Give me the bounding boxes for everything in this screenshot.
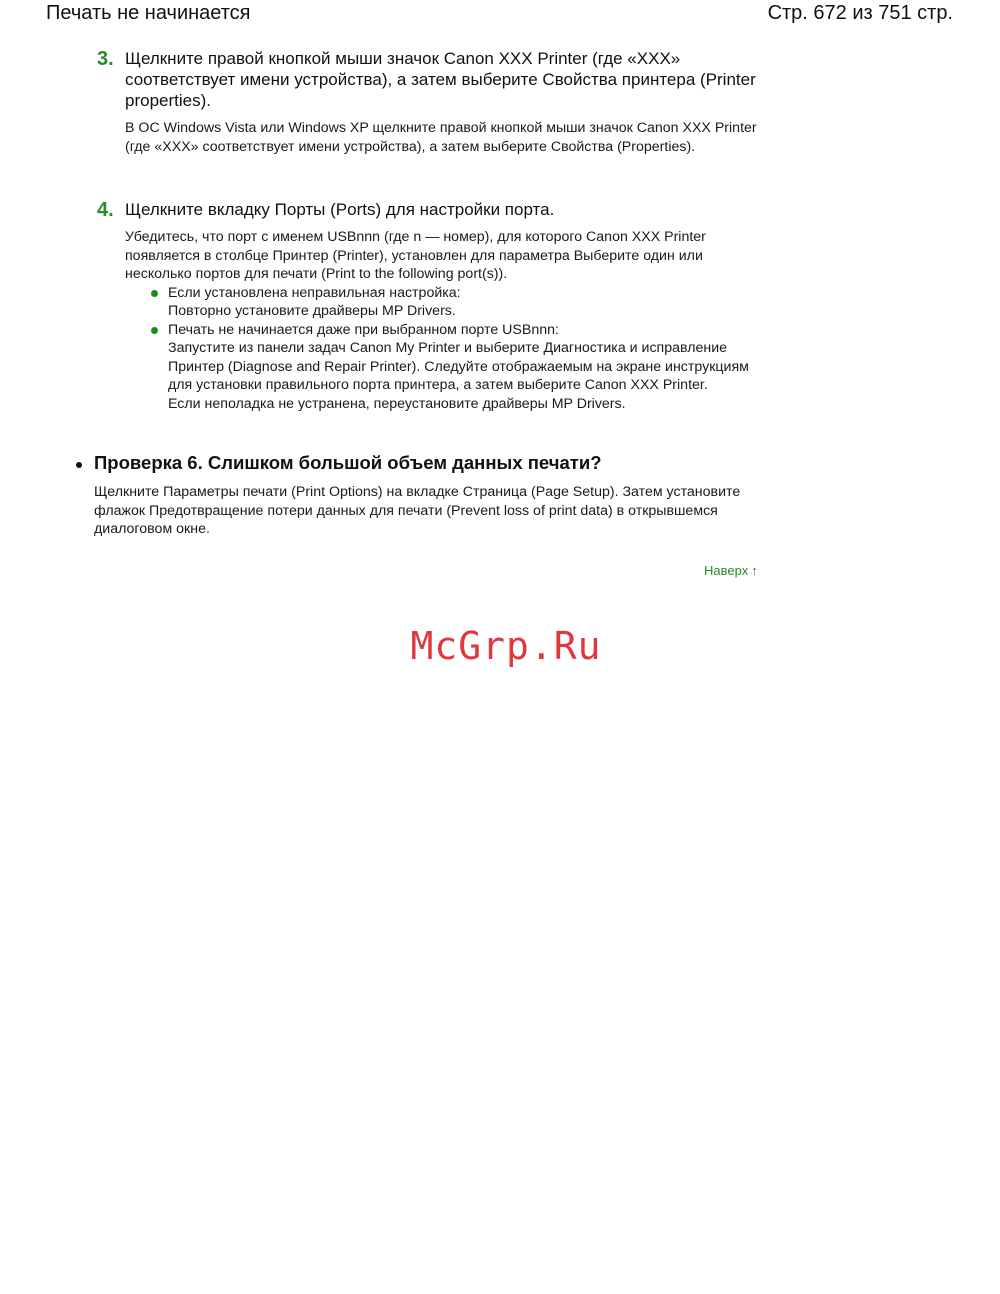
back-to-top-label: Наверх xyxy=(704,563,749,578)
bullet-dot-icon xyxy=(151,290,158,297)
step-title: Щелкните вкладку Порты (Ports) для настройки порта. xyxy=(125,200,555,219)
step-number: 4. xyxy=(97,199,114,221)
page-counter: Стр. 672 из 751 стр. xyxy=(767,2,953,24)
bullet-heading: Печать не начинается даже при выбранном порте USBnnn: xyxy=(168,321,559,338)
list-item xyxy=(151,284,757,321)
step-3 xyxy=(97,48,757,156)
step-4 xyxy=(97,199,757,413)
bullet-heading: Если установлена неправильная настройка: xyxy=(168,284,461,301)
section-heading: Проверка 6. Слишком большой объем данных печати? xyxy=(94,452,602,473)
list-item xyxy=(151,321,757,414)
bullet-text: Запустите из панели задач Canon My Printer и выберите Диагностика и исправление Принтер (Diagnose and Repair Printer). Следуйте отображаемым на экране инструкциям для установки правильного порта принтера, а затем выберите Canon XXX Printer. xyxy=(168,340,749,393)
document-title: Печать не начинается xyxy=(46,2,251,24)
bullet-list xyxy=(151,284,757,414)
bullet-text-followup: Если неполадка не устранена, переустановите драйверы MP Drivers. xyxy=(168,395,626,412)
check-6-section xyxy=(76,452,756,539)
bullet-dot-icon xyxy=(151,327,158,334)
section-text: Щелкните Параметры печати (Print Options) на вкладке Страница (Page Setup). Затем установите флажок Предотвращение потери данных для печати (Prevent loss of print data) в открывшемся диалоговом окне. xyxy=(94,484,741,537)
step-note xyxy=(125,228,757,413)
page-header xyxy=(0,0,1000,30)
arrow-up-icon: ↑ xyxy=(751,563,758,578)
step-title: Щелкните правой кнопкой мыши значок Canon XXX Printer (где «XXX» соответствует имени устройства), а затем выберите Свойства принтера (Printer properties). xyxy=(125,49,756,110)
step-number: 3. xyxy=(97,48,114,70)
step-note: В ОС Windows Vista или Windows XP щелкните правой кнопкой мыши значок Canon XXX Printer (где «XXX» соответствует имени устройства), а затем выберите Свойства (Properties). xyxy=(125,120,757,155)
bullet-text: Повторно установите драйверы MP Drivers. xyxy=(168,303,456,319)
watermark-logo: McGrp.Ru xyxy=(410,624,602,668)
back-to-top-link[interactable] xyxy=(704,563,758,578)
bullet-dot-icon xyxy=(76,462,82,468)
step-description: Убедитесь, что порт с именем USBnnn (где n — номер), для которого Canon XXX Printer появляется в столбце Принтер (Printer), установлен для параметра Выберите один или несколько портов для печати (Print to the following port(s)). xyxy=(125,229,706,282)
